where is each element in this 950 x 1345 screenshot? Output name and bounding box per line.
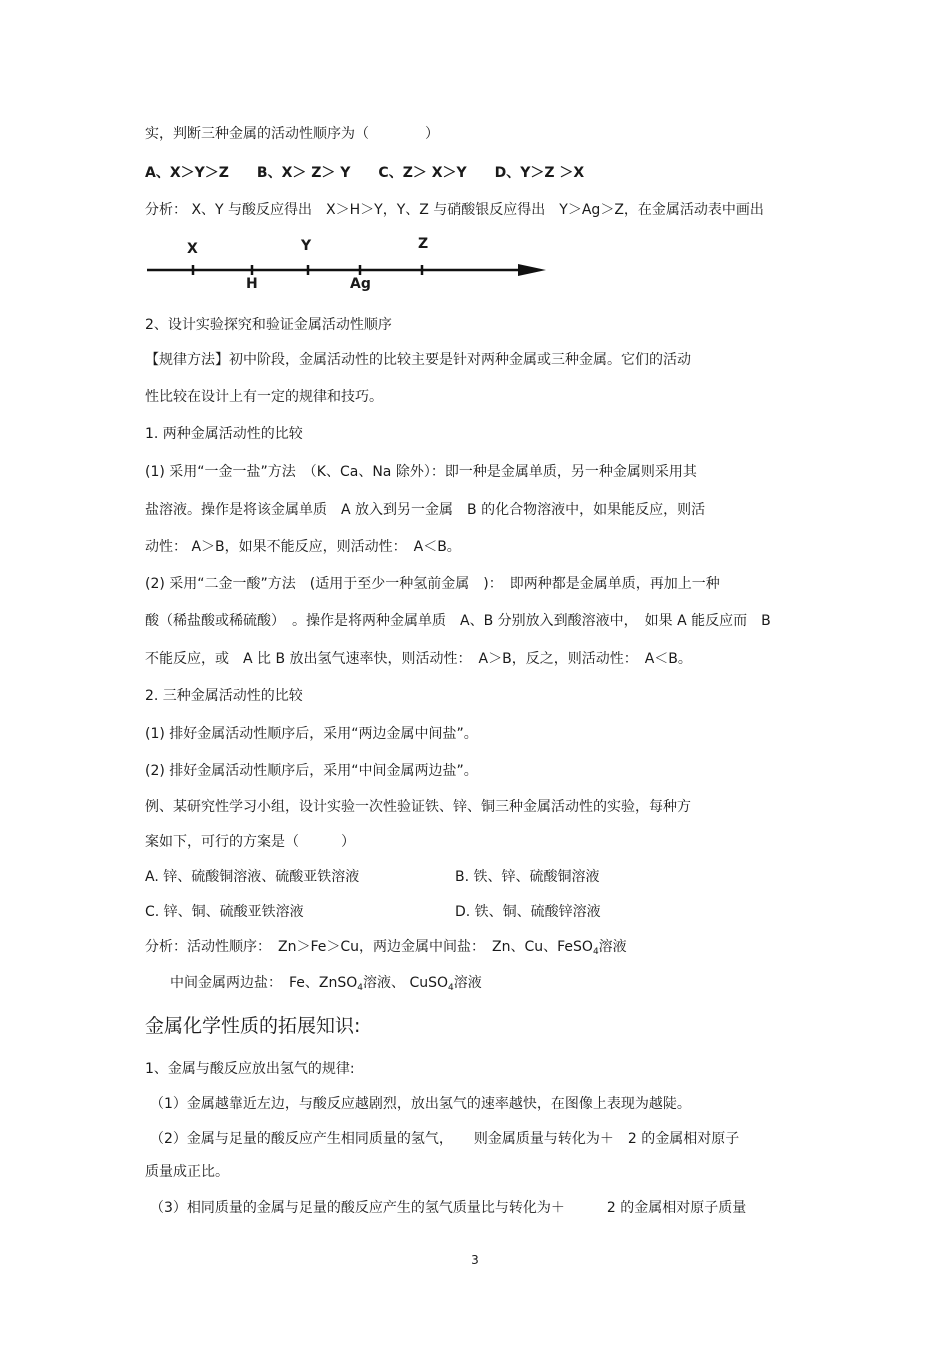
analysis-text: 中间金属两边盐： Fe、ZnSO	[170, 975, 358, 991]
text-line: 案如下，可行的方案是（ ）	[145, 834, 355, 850]
option-c: C. 锌、铜、硫酸亚铁溶液	[145, 904, 304, 920]
text-line: 实，判断三种金属的活动性顺序为（ ）	[145, 126, 439, 142]
arrow-head-icon	[518, 264, 546, 276]
analysis-text-end: 溶液	[453, 975, 482, 991]
analysis-line	[145, 937, 627, 962]
page-number: 3	[471, 1253, 479, 1267]
text-line: 盐溶液。操作是将该金属单质 A 放入到另一金属 B 的化合物溶液中，如果能反应，则活	[145, 502, 706, 518]
analysis-text-mid: 溶液、 CuSO	[363, 975, 449, 991]
label-x: X	[187, 241, 198, 257]
text-line: (2) 排好金属活动性顺序后，采用“中间金属两边盐”。	[145, 763, 478, 779]
subscript: 4	[357, 983, 364, 993]
text-line: 例、某研究性学习小组，设计实验一次性验证铁、锌、铜三种金属活动性的实验，每种方	[145, 799, 691, 815]
analysis-line: 分析： X、Y 与酸反应得出 X＞H＞Y，Y、Z 与硝酸银反应得出 Y＞Ag＞Z，在金属活动表中画出	[145, 202, 764, 218]
page-heading: 金属化学性质的拓展知识:	[145, 1015, 361, 1037]
answer-options: A、X＞Y＞Z B、X＞ Z＞ Y C、Z＞ X＞Y D、Y＞Z ＞X	[145, 165, 585, 181]
label-y: Y	[301, 238, 312, 254]
subsection-title: 1. 两种金属活动性的比较	[145, 426, 303, 442]
text-line: 酸（稀盐酸或稀硫酸） 。操作是将两种金属单质 A、B 分别放入到酸溶液中， 如果 A 能反应而 B	[145, 613, 771, 629]
label-ag: Ag	[350, 276, 371, 292]
subscript: 4	[592, 947, 599, 957]
option-b: B. 铁、锌、硫酸铜溶液	[455, 869, 600, 885]
section-title: 2、设计实验探究和验证金属活动性顺序	[145, 317, 392, 333]
subscript: 4	[448, 983, 454, 993]
text-line: (1) 排好金属活动性顺序后，采用“两边金属中间盐”。	[145, 726, 478, 742]
text-line: 性比较在设计上有一定的规律和技巧。	[145, 389, 383, 405]
text-line: (2) 采用“二金一酸”方法 (适用于至少一种氢前金属 )： 即两种都是金属单质，再加上一种	[145, 576, 720, 592]
option-a: A. 锌、硫酸铜溶液、硫酸亚铁溶液	[145, 869, 360, 885]
analysis-text-end: 溶液	[598, 939, 627, 955]
label-z: Z	[418, 236, 429, 252]
section-title: 1、金属与酸反应放出氢气的规律:	[145, 1061, 355, 1077]
text-line: 不能反应，或 A 比 B 放出氢气速率快，则活动性： A＞B，反之，则活动性： A＜B。	[145, 651, 692, 667]
text-line: （1）金属越靠近左边，与酸反应越剧烈，放出氢气的速率越快，在图像上表现为越陡。	[150, 1096, 691, 1112]
analysis-line	[170, 973, 482, 998]
text-line: 质量成正比。	[145, 1164, 229, 1180]
subsection-title: 2. 三种金属活动性的比较	[145, 688, 303, 704]
label-h: H	[246, 276, 258, 292]
text-line: （3）相同质量的金属与足量的酸反应产生的氢气质量比与转化为＋ 2 的金属相对原子质量	[150, 1200, 747, 1216]
analysis-text: 分析：活动性顺序： Zn＞Fe＞Cu，两边金属中间盐： Zn、Cu、FeSO	[145, 939, 593, 955]
text-line: (1) 采用“一金一盐”方法 （K、Ca、Na 除外）：即一种是金属单质，另一种金属则采用其	[145, 464, 697, 480]
text-line: 【规律方法】初中阶段，金属活动性的比较主要是针对两种金属或三种金属。它们的活动	[145, 352, 691, 368]
text-line: （2）金属与足量的酸反应产生相同质量的氢气， 则金属质量与转化为＋ 2 的金属相对原子	[150, 1131, 740, 1147]
text-line: 动性： A＞B，如果不能反应，则活动性： A＜B。	[145, 539, 461, 555]
option-d: D. 铁、铜、硫酸锌溶液	[455, 904, 601, 920]
